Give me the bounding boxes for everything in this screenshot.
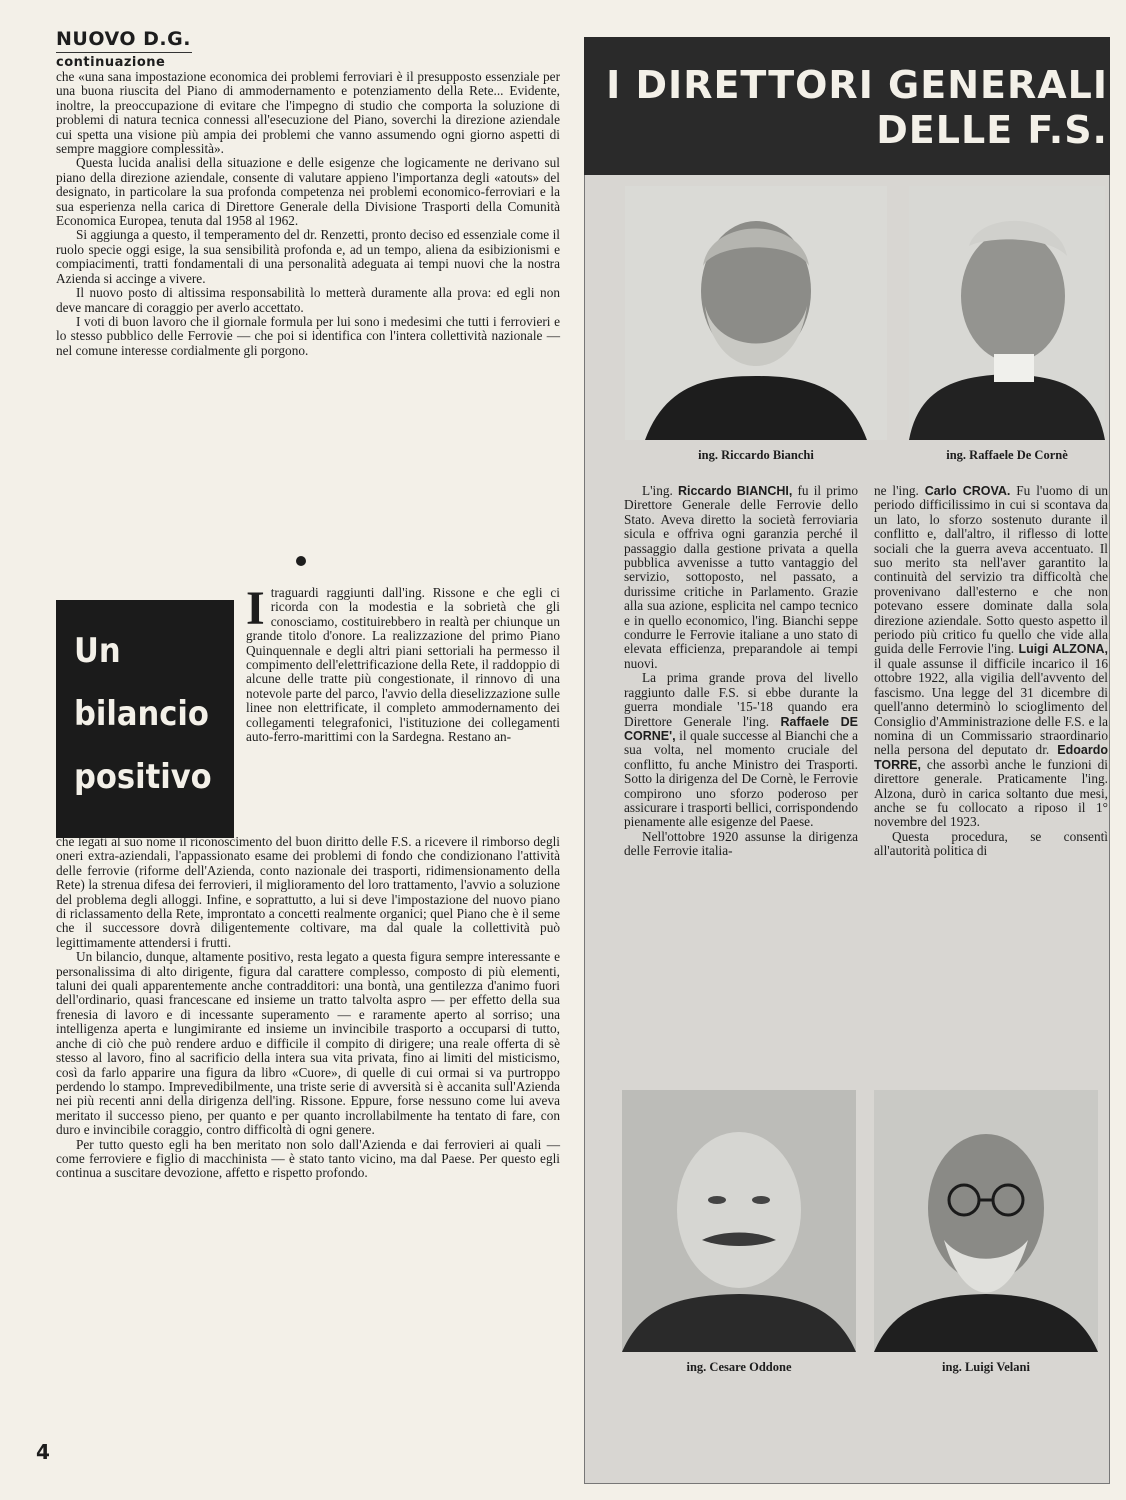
paragraph: che «una sana impostazione economica dei problemi ferroviari è il presupposto essenziale per una buona riuscita del Piano di ammodernamento e potenziamento della Rete... Evidente, inoltre, la preoccupazione di evitare che l'impegno di studio che comporta la soluzione di problemi di natura tecnica connessi all'esecuzione del Piano, soverchi la direzione aziendale cui spetta una visione più ampia dei problemi che vanno assumendo ogni giorno aspetti di sempre maggiore complessità». bbox=[56, 69, 560, 157]
person-name: Carlo CROVA. bbox=[924, 484, 1011, 498]
paragraph: Il nuovo posto di altissima responsabilità lo metterà duramente alla prova: ed egli non deve mancare di coraggio per averlo accettato. bbox=[56, 285, 560, 315]
person-name: Edoardo TORRE, bbox=[874, 743, 1108, 772]
caption-velani: ing. Luigi Velani bbox=[942, 1360, 1030, 1374]
section-kicker-subtitle: continuazione bbox=[56, 55, 166, 70]
directors-title-line2: DELLE F.S. bbox=[876, 108, 1108, 152]
caption-oddone: ing. Cesare Oddone bbox=[686, 1360, 792, 1374]
text-run: il quale assunse il difficile incarico il 16 ottobre 1922, alla vigilia dell'avvento del fascismo. Una legge del 31 dicembre di quell'anno determinò lo scioglimento del Consiglio d'Amministrazione delle F.S. e la nomina di un Commissario straordinario nella persona del deputato dr. bbox=[874, 655, 1108, 758]
text-run: il quale successe al Bianchi che a sua volta, nel momento cruciale del conflitto, fu anche Ministro dei Trasporti. Sotto la dirigenza del De Cornè, le Ferrovie compirono uno sforzo poderoso per assicurare i trasporti bellici, corrispondendo pienamente alle esigenze del Paese. bbox=[624, 727, 858, 830]
portrait-photo-bianchi bbox=[625, 186, 887, 440]
portrait-photo-oddone bbox=[622, 1090, 856, 1352]
headline-line: bilancio bbox=[74, 694, 209, 734]
section-separator-dot bbox=[296, 556, 306, 566]
paragraph: Questa lucida analisi della situazione e delle esigenze che logicamente ne derivano sul piano della direzione aziendale, consente di valutare appieno l'importanza degli «atouts» del designato, in particolare la sua profonda competenza nei problemi economico-ferroviari e la sua esperienza nella carica di Direttore Generale della Divisione Trasporti della Comunità Economica Europea, tenuta dal 1958 al 1962. bbox=[56, 155, 560, 229]
directors-title-line1: I DIRETTORI GENERALI bbox=[606, 63, 1108, 107]
headline-line: positivo bbox=[74, 757, 212, 797]
section-kicker: NUOVO D.G. bbox=[56, 28, 191, 50]
portrait-photo-velani bbox=[874, 1090, 1098, 1352]
paragraph: Questa procedura, se consentì all'autorità politica di bbox=[874, 828, 1108, 859]
caption-bianchi: ing. Riccardo Bianchi bbox=[698, 448, 814, 462]
text-run: Fu l'uomo di un periodo difficilissimo in cui si scontava da un lato, lo sforzo sostenuto durante il conflitto e, dall'altro, il riflesso di lotte sociali che la guerra aveva accentuato. Il suo merito sta nell'aver garantito la continuità del servizio tra difficoltà che provenivano dall'esterno e che non potevano essere dominate dalla sola direzione aziendale. Sotto questo aspetto il periodo più critico fu quello che vide alla guida delle Ferrovie l'ing. bbox=[874, 483, 1108, 657]
text-run: L'ing. bbox=[642, 483, 678, 498]
person-name: Luigi ALZONA, bbox=[1018, 642, 1108, 657]
bilancio-headline bbox=[56, 600, 234, 838]
paragraph: che legati al suo nome il riconoscimento del buon diritto delle F.S. a ricevere il rimborso degli oneri extra-aziendali, l'appassionato esame dei problemi di fondo che condizionano l'attività delle ferrovie (riforme dell'Azienda, conto nazionale dei trasporti, ridimensionamento della Rete) la strenua difesa dei ferrovieri, il miglioramento del loro trattamento, l'avvio a soluzione del problema degli alloggi. Infine, e soprattutto, a lui si deve l'impostazione del nuovo piano di riclassamento della Rete, improntato a concetti realmente organici; quel Piano che è il seme che il successore dovrà diligentemente coltivare, ma dal quale la collettività può legittimamente attendersi i frutti. bbox=[56, 834, 560, 950]
text-run: La prima grande prova del livello raggiunto dalle F.S. si ebbe durante la guerra mondiale '15-'18 quando era Direttore Generale l'ing. bbox=[624, 670, 858, 729]
drop-cap: I bbox=[246, 582, 265, 635]
text-run: ne l'ing. bbox=[874, 483, 925, 498]
paragraph: traguardi raggiunti dall'ing. Rissone e che egli ci ricorda con la modestia e la sobrietà che gli conosciamo, costituirebbero in realtà per chiunque un grande titolo d'onore. La realizzazione del primo Piano Quinquennale e degli altri piani settoriali ha permesso il compimento dell'elettrificazione della Rete, il raddoppio di alcune delle tratte più congestionate, il rinnovo di una notevole parte del parco, l'avvio della dieselizzazione sulle linee non elettrificate, il completo ammodernamento dei collegamenti telegrafonici, l'istituzione dei collegamenti auto-ferro-marittimi con la Sardegna. Restano an- bbox=[246, 585, 560, 745]
paragraph: Si aggiunga a questo, il temperamento del dr. Renzetti, pronto deciso ed essenziale come il ruolo specie oggi esige, la sua sensibilità profonda e, ad un tempo, aliena da esibizionismi e compiacimenti, tratti fondamentali di una personalità adeguata ai tempi nuovi che la nostra Azienda si accinge a vivere. bbox=[56, 227, 560, 286]
person-name: Riccardo BIANCHI, bbox=[677, 484, 793, 498]
person-name: Raffaele DE CORNE', bbox=[624, 714, 858, 743]
kicker-rule bbox=[56, 52, 192, 53]
left-article-continuation bbox=[56, 70, 560, 358]
paragraph: Un bilancio, dunque, altamente positivo, resta legato a questa figura sempre interessante e personalissima di alto dirigente, figura dal carattere complesso, composto di più elementi, taluni dei quali apparentemente anche contradditori: una bontà, una gentilezza d'animo fuori dell'ordinario, quasi francescane ed insieme un tratto talvolta aspro — per effetto della sua frenesia di lavoro e di incessante superamento — e raramente aperto al sorriso; una intelligenza aperta e lungimirante ed insieme un invincibile trasporto a occuparsi di tutto, anche di ciò che può rendere arduo e difficile il compito di dirigere; una reale offerta di sè stesso al lavoro, fino al sacrificio della intera sua vita privata, fino ai limiti del misticismo, così da farlo apparire una figura da libro «Cuore», di quelle di cui ormai si va purtroppo perdendo lo stampo. Imprevedibilmente, una triste serie di avversità si è accanita sull'Azienda nei più recenti anni della dirigenza dell'ing. Rissone. Eppure, forse nessuno come lui aveva meritato il successo pieno, per quanto e per quanto incrollabilmente ha tentato di fare, con duro e invincibile coraggio, contro difficoltà di ogni genere. bbox=[56, 949, 560, 1138]
headline-line: Un bbox=[74, 631, 121, 671]
text-run: che assorbì anche le funzioni di direttore generale. Praticamente l'ing. Alzona, durò in carica soltanto due mesi, anche se fu collocato a riposo il 1° novembre del 1923. bbox=[874, 756, 1108, 830]
bilancio-body bbox=[56, 835, 560, 1181]
caption-de-corne: ing. Raffaele De Cornè bbox=[946, 448, 1068, 462]
portrait-photo-de-corne bbox=[909, 186, 1105, 440]
page-number: 4 bbox=[36, 1440, 50, 1464]
text-run: fu il primo Direttore Generale delle Ferrovie dello Stato. Aveva diretto la società ferroviaria sicula e offriva ogni garanzia perché il passaggio dalla gestione privata a quella pubblica avvenisse a tutto vantaggio del servizio, sottoposto, nel passato, a durissime critiche in Parlamento. Grazie alla sua azione, esplicita nel campo tecnico e in quello economico, l'ing. Bianchi seppe condurre le Ferrovie italiane a uno stato di elevata efficienza, preparandole ai tempi nuovi. bbox=[624, 483, 858, 671]
directors-column-2 bbox=[874, 484, 1108, 859]
paragraph: Per tutto questo egli ha ben meritato non solo dall'Azienda e dai ferrovieri ai quali — come ferroviere e figlio di macchinista — è stato tanto vicino, ma dal Paese. Per questo egli continua a suscitare devozione, affetto e rispetto profondo. bbox=[56, 1136, 560, 1181]
bilancio-intro bbox=[246, 582, 560, 745]
paragraph: Nell'ottobre 1920 assunse la dirigenza delle Ferrovie italia- bbox=[624, 828, 858, 859]
directors-column-1 bbox=[624, 484, 858, 859]
paragraph: I voti di buon lavoro che il giornale formula per lui sono i medesimi che tutti i ferrovieri e lo stesso pubblico delle Ferrovie — che poi si identifica con l'intera collettività nazionale — nel comune interesse cordialmente gli porgono. bbox=[56, 313, 560, 358]
